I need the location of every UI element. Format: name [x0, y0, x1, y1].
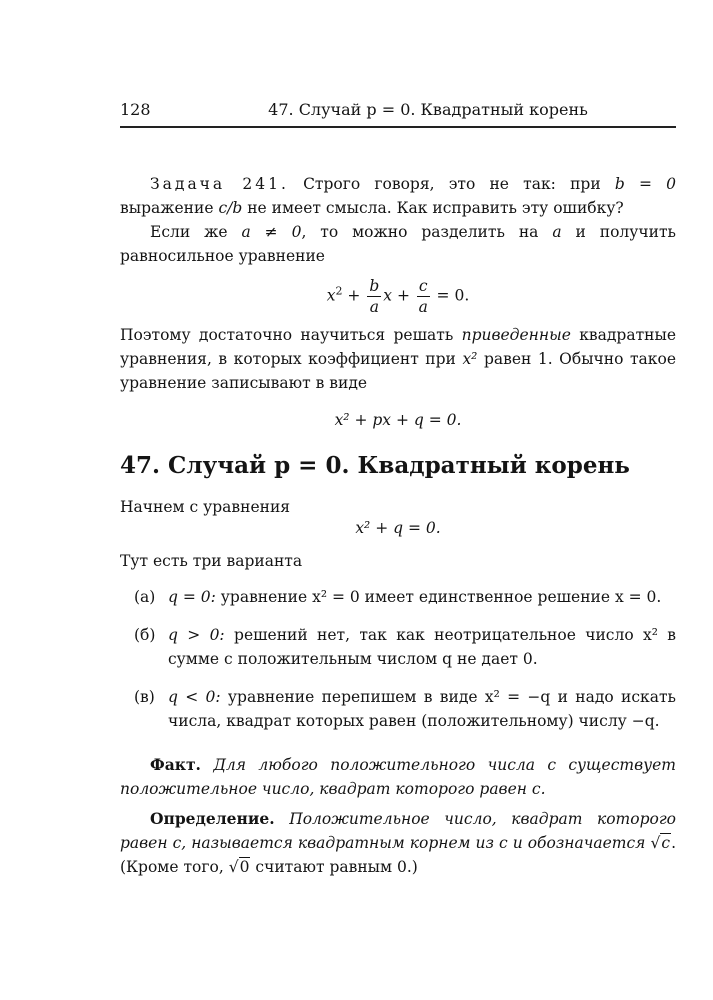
list-item: (б) q > 0: решений нет, так как неотрицательное число x² в сумме с положительным числом q не дает 0.	[134, 626, 676, 668]
book-page	[120, 100, 676, 879]
equation-normalized: $x^2$ + $\frac{b}{a}$ x + $\frac{c}{a}$ = 0.	[326, 277, 470, 316]
reduced-paragraph: Поэтому достаточно научиться решать приведенные квадратные уравнения, в которых коэффициент при x² равен 1. Обычно такое уравнение записывают в виде	[120, 326, 676, 392]
sqrt-c-symbol: √c	[650, 834, 671, 852]
definition-paragraph: Определение. Положительное число, квадрат которого равен c, называется квадратным корнем из c и обозначается √c. (Кроме того, √0 считают равным 0.)	[120, 809, 677, 876]
running-header	[120, 100, 676, 122]
start-text: Начнем с уравнения	[120, 498, 291, 516]
section-heading: 47. Случай p = 0. Квадратный корень	[120, 452, 630, 479]
fraction-c-over-a: $\frac{c}{a}$	[418, 277, 428, 316]
list-item: (в) q < 0: уравнение перепишем в виде x² = −q и надо искать числа, квадрат которых равен (положительному) числу −q.	[134, 688, 676, 730]
variants-intro: Тут есть три варианта	[120, 552, 303, 570]
equation-pure: x² + q = 0.	[355, 519, 441, 537]
problem-241: Задача 241. Строго говоря, это не так: при b = 0 выражение c/b не имеет смысла. Как исправить эту ошибку?	[120, 175, 676, 217]
list-item: (а) q = 0: уравнение x² = 0 имеет единственное решение x = 0.	[134, 588, 662, 606]
definition-label: Определение.	[150, 809, 275, 828]
fact-label: Факт.	[150, 755, 201, 774]
emphasis-reduced: приведенные	[461, 326, 571, 344]
running-title: 47. Случай p = 0. Квадратный корень	[268, 100, 588, 119]
fraction-b-over-a: $\frac{b}{a}$	[369, 277, 380, 316]
problem-label: Задача 241.	[150, 175, 289, 193]
equation-reduced: x² + px + q = 0.	[334, 411, 462, 429]
page-number: 128	[120, 100, 151, 119]
sqrt-0-symbol: √0	[228, 858, 250, 876]
fact-paragraph: Факт. Для любого положительного числа c существует положительное число, квадрат которого равен c.	[120, 755, 676, 798]
if-paragraph: Если же a ≠ 0, то можно разделить на a и получить равносильное уравнение	[120, 223, 676, 265]
variants-list	[134, 585, 676, 733]
